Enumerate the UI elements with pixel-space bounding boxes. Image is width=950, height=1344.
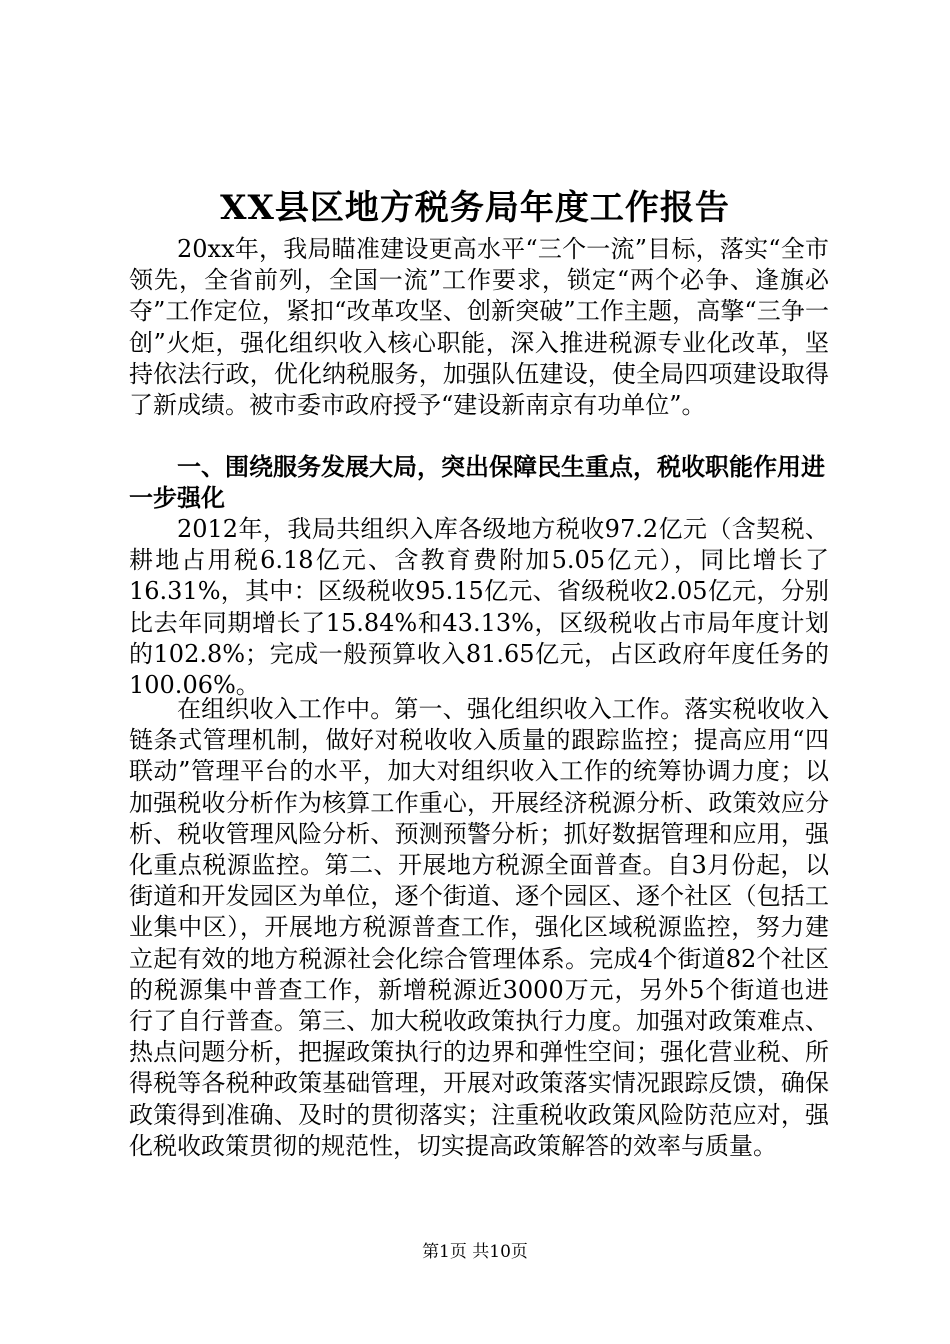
intro-paragraph: 20xx年，我局瞄准建设更高水平“三个一流”目标，落实“全市领先，全省前列，全国一流”工作要求，锁定“两个必争、逢旗必夺”工作定位，紧扣“改革攻坚、创新突破”工作主题，高擎“三争一创”火炬，强化组织收入核心职能，深入推进税源专业化改革，坚持依法行政，优化纳税服务，加强队伍建设，使全局四项建设取得了新成绩。被市委市政府授予“建设新南京有功单位”。 (129, 235, 829, 420)
document-title: XX县区地方税务局年度工作报告 (220, 188, 730, 228)
section-heading: 一、围绕服务发展大局，突出保障民生重点，税收职能作用进一步强化 (129, 453, 825, 513)
revenue-paragraph: 2012年，我局共组织入库各级地方税收97.2亿元（含契税、耕地占用税6.18亿元、含教育费附加5.05亿元），同比增长了16.31%，其中：区级税收95.15亿元、省级税收2.05亿元，分别比去年同期增长了15.84%和43.13%，区级税收占市局年度计划的102.8%；完成一般预算收入81.65亿元，占区政府年度任务的100.06%。 (129, 515, 829, 700)
collection-work-paragraph: 在组织收入工作中。第一、强化组织收入工作。落实税收收入链条式管理机制，做好对税收收入质量的跟踪监控；提高应用“四联动”管理平台的水平，加大对组织收入工作的统筹协调力度；以加强税收分析作为核算工作重心，开展经济税源分析、政策效应分析、税收管理风险分析、预测预警分析；抓好数据管理和应用，强化重点税源监控。第二、开展地方税源全面普查。自3月份起，以街道和开发园区为单位，逐个街道、逐个园区、逐个社区（包括工业集中区），开展地方税源普查工作，强化区域税源监控，努力建立起有效的地方税源社会化综合管理体系。完成4个街道82个社区的税源集中普查工作，新增税源近3000万元，另外5个街道也进行了自行普查。第三、加大税收政策执行力度。加强对政策难点、热点问题分析，把握政策执行的边界和弹性空间；强化营业税、所得税等各税种政策基础管理，开展对政策落实情况跟踪反馈，确保政策得到准确、及时的贯彻落实；注重税收政策风险防范应对，强化税收政策贯彻的规范性，切实提高政策解答的效率与质量。 (129, 695, 829, 1160)
page-footer: 第1页 共10页 (422, 1242, 528, 1262)
